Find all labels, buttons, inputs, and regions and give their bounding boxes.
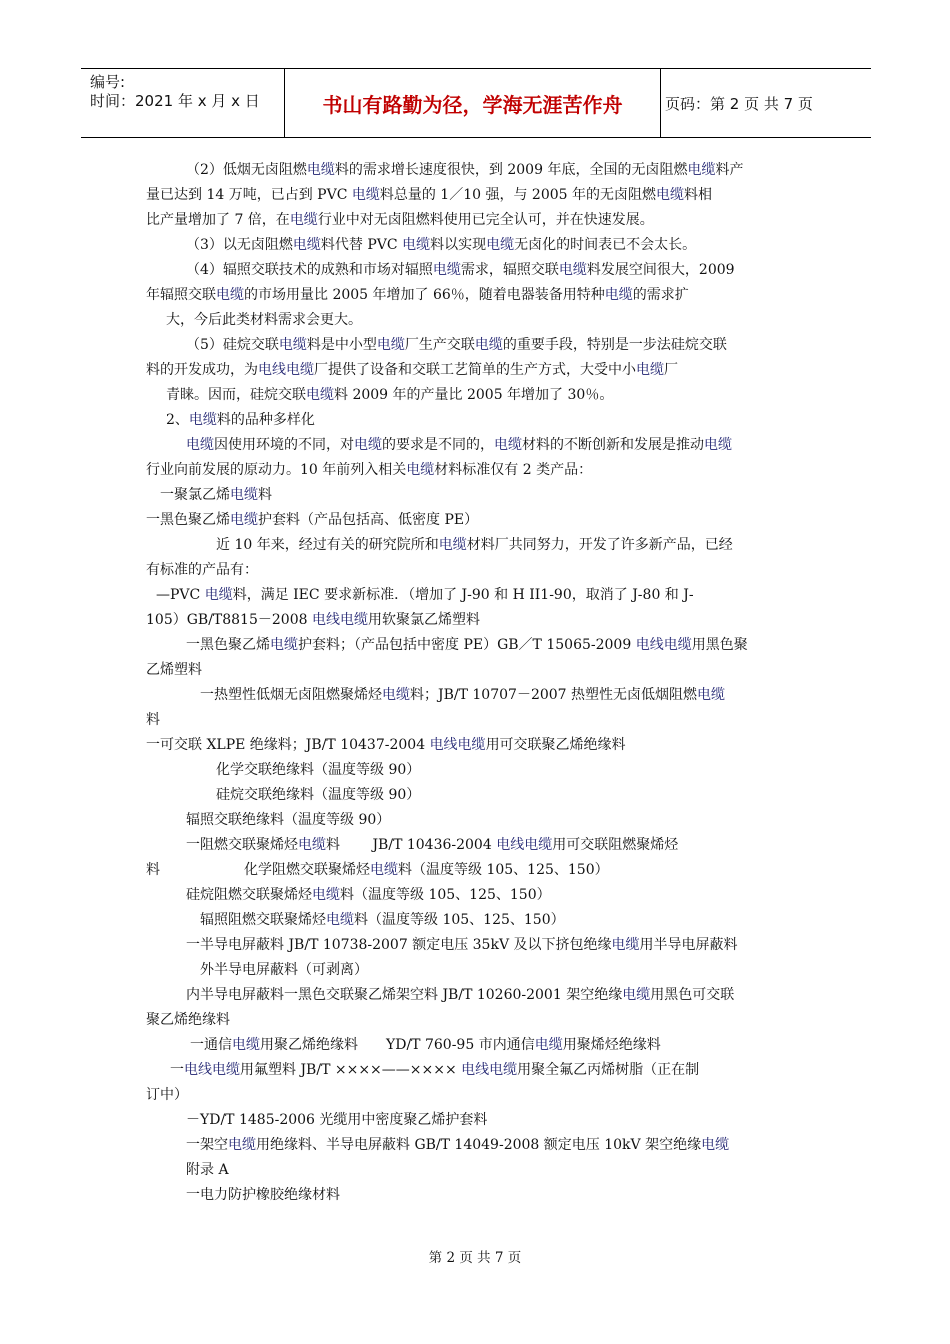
text-span: 料的需求增长速度很快，到 2009 年底，全国的无卤阻燃 — [334, 162, 688, 178]
text-line — [186, 1186, 340, 1204]
text-line — [186, 261, 735, 279]
text-span: 用氟塑料 JB/T ××××——×××× — [240, 1062, 462, 1078]
text-span: 料相 — [684, 187, 713, 203]
text-span: 料总量的 1／10 强，与 2005 年的无卤阻燃 — [379, 187, 657, 203]
text-line — [216, 761, 420, 779]
text-span: 用黑色聚 — [691, 637, 748, 653]
text-span: （2）低烟无卤阻燃 — [186, 162, 307, 178]
text-span: 比产量增加了 7 倍，在 — [146, 212, 290, 228]
text-span: 无卤化的时间表已不会太长。 — [514, 237, 697, 253]
keyword-link: 电线电缆 — [496, 837, 553, 853]
text-span: 一半导电屏蔽料 JB/T 10738-2007 额定电压 35kV 及以下挤包绝缘 — [186, 937, 612, 953]
text-span: 护套料（产品包括高、低密度 PE） — [258, 512, 479, 528]
keyword-link: 电缆 — [186, 437, 214, 453]
text-line — [146, 561, 258, 579]
text-line — [186, 936, 738, 954]
text-span: 用绝缘料、半导电屏蔽料 GB/T 14049-2008 额定电压 10kV 架空绝缘 — [256, 1137, 702, 1153]
text-span: 因使用环境的不同，对 — [214, 437, 354, 453]
text-span: 料（温度等级 105、125、150） — [340, 887, 551, 903]
text-span: 乙烯塑料 — [146, 662, 202, 678]
text-line — [170, 1061, 699, 1079]
text-span: 用软聚氯乙烯塑料 — [367, 612, 480, 628]
keyword-link: 电缆 — [278, 337, 307, 353]
text-span: 大，今后此类材料需求会更大。 — [166, 312, 362, 328]
keyword-link: 电缆 — [402, 237, 431, 253]
header-meta — [81, 69, 284, 137]
text-line — [186, 436, 732, 454]
text-span: 厂生产交联 — [404, 337, 475, 353]
text-span: 料 2009 年的产量比 2005 年增加了 30％。 — [334, 387, 614, 403]
text-span: 一黑色聚乙烯 — [146, 512, 230, 528]
text-line — [146, 1086, 188, 1104]
keyword-link: 电缆 — [289, 212, 318, 228]
text-span: 用黑色可交联 — [650, 987, 735, 1003]
keyword-link: 电缆 — [188, 412, 217, 428]
text-line — [186, 336, 727, 354]
keyword-link: 电缆 — [622, 987, 651, 1003]
text-span: （3）以无卤阻燃 — [186, 237, 293, 253]
keyword-link: 电缆 — [611, 937, 640, 953]
header-page-label: 页码：第 2 页 共 7 页 — [665, 94, 813, 113]
text-span: 护套料；（产品包括中密度 PE）GB／T 15065-2009 — [298, 637, 636, 653]
text-span: 近 10 年来，经过有关的研究院所和 — [216, 537, 439, 553]
text-span: 一热塑性低烟无卤阻燃聚烯烃 — [200, 687, 382, 703]
text-span: 料，满足 IEC 要求新标准．（增加了 J-90 和 H II1-90，取消了 J-80 和 J- — [232, 587, 694, 603]
text-span: 化学交联绝缘料（温度等级 90） — [216, 762, 421, 778]
keyword-link: 电线电缆 — [635, 637, 692, 653]
keyword-link: 电缆 — [370, 862, 398, 878]
text-line — [146, 461, 592, 479]
text-span: 内半导电屏蔽料一黑色交联聚乙烯架空料 JB/T 10260-2001 架空绝缘 — [186, 987, 623, 1003]
keyword-link: 电缆 — [354, 437, 382, 453]
text-span: 一聚氯乙烯 — [160, 487, 230, 503]
text-span: 青睐。因而，硅烷交联 — [166, 387, 306, 403]
keyword-link: 电缆 — [326, 912, 354, 928]
text-span: 用聚全氟乙丙烯树脂（正在制 — [517, 1062, 700, 1078]
text-span: 105）GB/T8815－2008 — [146, 612, 312, 628]
keyword-link: 电缆 — [604, 287, 633, 303]
text-span: 一黑色聚乙烯 — [186, 637, 270, 653]
text-span: 用可交联聚乙烯绝缘料 — [485, 737, 626, 753]
keyword-link: 电缆 — [656, 187, 685, 203]
text-span: 料（温度等级 105、125、150） — [398, 862, 609, 878]
text-span: 一电力防护橡胶绝缘材料 — [186, 1187, 340, 1203]
keyword-link: 电缆 — [376, 337, 405, 353]
text-line — [200, 686, 725, 704]
text-line — [146, 286, 689, 304]
keyword-link: 电缆 — [228, 1137, 256, 1153]
text-span: 一阻燃交联聚烯烃 — [186, 837, 298, 853]
text-line — [156, 586, 694, 604]
text-span: 有标准的产品有： — [146, 562, 258, 578]
text-line — [146, 361, 678, 379]
text-line — [166, 386, 613, 404]
text-span: 料以实现 — [430, 237, 487, 253]
text-span: 料的开发成功，为 — [146, 362, 258, 378]
text-line — [216, 786, 420, 804]
keyword-link: 电缆 — [204, 587, 233, 603]
keyword-link: 电缆 — [406, 462, 435, 478]
keyword-link: 电缆 — [474, 337, 503, 353]
text-line — [186, 161, 743, 179]
header-time-label: 时间：2021 年 x 月 x 日 — [90, 92, 260, 110]
keyword-link: 电缆 — [312, 887, 340, 903]
text-span: 用聚烯烃绝缘料 — [562, 1037, 661, 1053]
text-span: 材料的不断创新和发展是推动 — [522, 437, 704, 453]
text-line — [190, 1036, 661, 1054]
text-span: 用可交联阻燃聚烯烃 — [552, 837, 679, 853]
keyword-link: 电缆 — [494, 437, 522, 453]
text-line — [146, 736, 626, 754]
keyword-link: 电缆 — [704, 437, 732, 453]
header-number-label: 编号: — [90, 73, 126, 91]
text-span: 厂 — [664, 362, 678, 378]
text-span: —PVC — [156, 587, 205, 603]
text-line — [186, 811, 390, 829]
keyword-link: 电缆 — [216, 287, 244, 303]
text-span: 用聚乙烯绝缘料 YD/T 760-95 市内通信 — [260, 1037, 535, 1053]
page-header — [81, 68, 871, 138]
text-span: 料的品种多样化 — [216, 412, 315, 428]
keyword-link: 电缆 — [697, 687, 726, 703]
text-line — [146, 511, 478, 529]
text-line — [146, 711, 160, 729]
keyword-link: 电缆 — [438, 537, 467, 553]
text-line — [166, 311, 362, 329]
text-line — [186, 1136, 729, 1154]
text-span: 行业向前发展的原动力。10 年前列入相关 — [146, 462, 407, 478]
keyword-link: 电缆 — [230, 487, 258, 503]
keyword-link: 电缆 — [230, 512, 258, 528]
keyword-link: 电缆 — [382, 687, 410, 703]
text-span: 辐照交联绝缘料（温度等级 90） — [186, 812, 391, 828]
text-line — [160, 486, 272, 504]
keyword-link: 电线电缆 — [258, 362, 314, 378]
keyword-link: 电缆 — [432, 262, 461, 278]
text-line — [146, 611, 480, 629]
text-span: 料发展空间很大，2009 — [586, 262, 735, 278]
text-span: 料 — [146, 712, 160, 728]
keyword-link: 电缆 — [306, 162, 335, 178]
text-span: （4）辐照交联技术的成熟和市场对辐照 — [186, 262, 433, 278]
text-line — [186, 1111, 487, 1129]
page-footer: 第 2 页 共 7 页 — [428, 1250, 522, 1266]
text-line — [186, 636, 748, 654]
keyword-link: 电缆 — [306, 387, 334, 403]
text-line — [166, 411, 315, 429]
text-span: 料；JB/T 10707－2007 热塑性无卤低烟阻燃 — [410, 687, 698, 703]
text-span: 一通信 — [190, 1037, 232, 1053]
text-line — [200, 961, 368, 979]
text-line — [186, 886, 551, 904]
text-span: 用半导电屏蔽料 — [639, 937, 738, 953]
text-span: 硅烷阻燃交联聚烯烃 — [186, 887, 312, 903]
keyword-link: 电缆 — [298, 837, 326, 853]
text-span: 料 化学阻燃交联聚烯烃 — [146, 862, 370, 878]
text-span: 的市场用量比 2005 年增加了 66％，随着电器装备用特种 — [244, 287, 605, 303]
text-line — [146, 1011, 230, 1029]
text-span: 料代替 PVC — [320, 237, 403, 253]
text-span: 材料标准仅有 2 类产品： — [434, 462, 593, 478]
keyword-link: 电线电缆 — [184, 1062, 240, 1078]
text-span: 外半导电屏蔽料（可剥离） — [200, 962, 368, 978]
text-span: 量已达到 14 万吨，已占到 PVC — [146, 187, 352, 203]
keyword-link: 电缆 — [232, 1037, 260, 1053]
keyword-link: 电缆 — [292, 237, 321, 253]
text-span: －YD/T 1485-2006 光缆用中密度聚乙烯护套料 — [186, 1112, 488, 1128]
text-line — [186, 1161, 229, 1179]
text-span: 聚乙烯绝缘料 — [146, 1012, 230, 1028]
keyword-link: 电缆 — [351, 187, 380, 203]
text-span: 2、 — [166, 412, 189, 428]
text-line — [216, 536, 733, 554]
text-span: 行业中对无卤阻燃料使用已完全认可，并在快速发展。 — [317, 212, 654, 228]
text-line — [186, 836, 678, 854]
text-span: 料 — [258, 487, 272, 503]
text-span: 一架空 — [186, 1137, 228, 1153]
text-line — [146, 661, 202, 679]
keyword-link: 电缆 — [687, 162, 716, 178]
text-span: 材料厂共同努力，开发了许多新产品，已经 — [466, 537, 733, 553]
text-span: 厂提供了设备和交联工艺简单的生产方式，大受中小 — [314, 362, 636, 378]
header-motto: 书山有路勤为径，学海无涯苦作舟 — [284, 69, 661, 137]
text-line — [146, 861, 609, 879]
text-span: （5）硅烷交联 — [186, 337, 279, 353]
keyword-link: 电线电缆 — [311, 612, 368, 628]
text-span: 料（温度等级 105、125、150） — [354, 912, 565, 928]
keyword-link: 电缆 — [558, 262, 587, 278]
text-span: 一可交联 XLPE 绝缘料；JB/T 10437-2004 — [146, 737, 430, 753]
text-span: 辐照阻燃交联聚烯烃 — [200, 912, 326, 928]
text-line — [146, 186, 712, 204]
keyword-link: 电缆 — [486, 237, 515, 253]
text-span: 附录 A — [186, 1162, 229, 1178]
text-span: 年辐照交联 — [146, 287, 216, 303]
text-line — [146, 211, 654, 229]
text-line — [186, 236, 696, 254]
text-span: 料是中小型 — [306, 337, 377, 353]
text-span: 的重要手段，特别是一步法硅烷交联 — [502, 337, 727, 353]
keyword-link: 电线电缆 — [461, 1062, 518, 1078]
keyword-link: 电线电缆 — [429, 737, 486, 753]
text-span: 的需求扩 — [632, 287, 689, 303]
keyword-link: 电缆 — [701, 1137, 730, 1153]
text-span: 订中） — [146, 1087, 188, 1103]
text-line — [200, 911, 565, 929]
keyword-link: 电缆 — [636, 362, 664, 378]
keyword-link: 电缆 — [270, 637, 298, 653]
text-span: 硅烷交联绝缘料（温度等级 90） — [216, 787, 421, 803]
text-span: 需求，辐照交联 — [460, 262, 559, 278]
text-line — [186, 986, 734, 1004]
text-span: 料 JB/T 10436-2004 — [326, 837, 497, 853]
text-span: 一 — [170, 1062, 184, 1078]
text-span: 的要求是不同的， — [382, 437, 494, 453]
keyword-link: 电缆 — [534, 1037, 563, 1053]
text-span: 料产 — [715, 162, 744, 178]
